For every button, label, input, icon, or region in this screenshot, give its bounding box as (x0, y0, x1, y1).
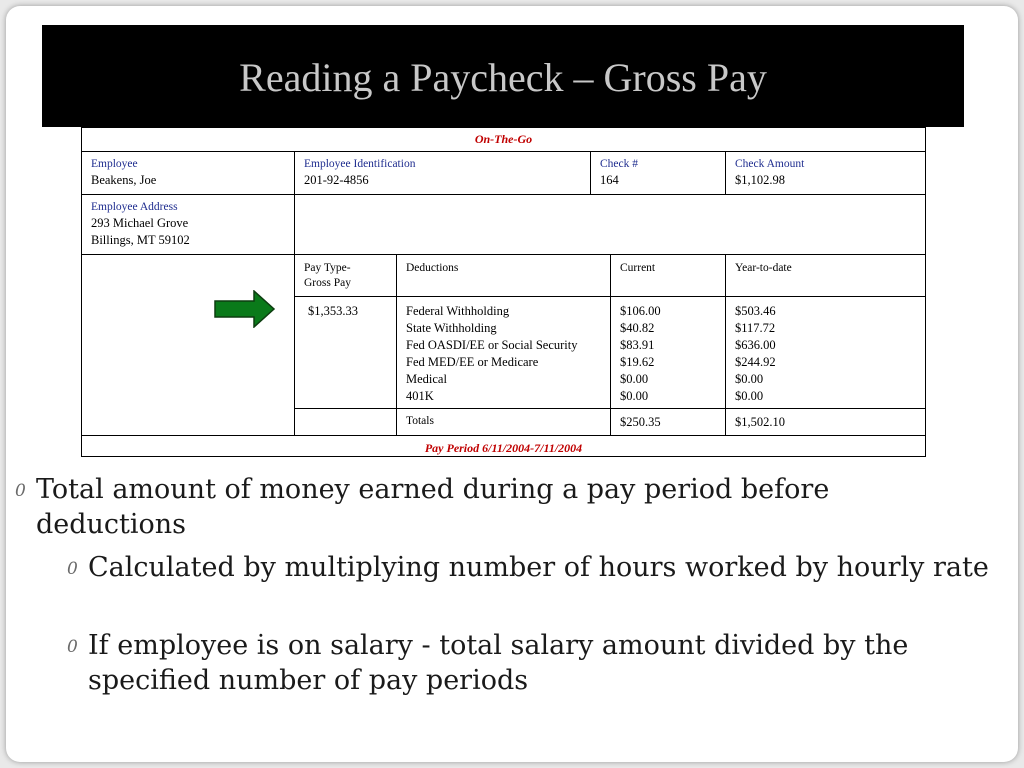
divider (590, 151, 591, 194)
bullet-2: Calculated by multiplying number of hours worked by hourly rate (88, 552, 989, 583)
divider (396, 254, 397, 435)
gross-pay: $1,353.33 (308, 304, 358, 318)
employee-label: Employee (91, 158, 138, 170)
divider (82, 194, 925, 195)
deduction-name: Federal Withholding (406, 304, 510, 318)
employee-id: 201-92-4856 (304, 173, 369, 187)
employee-cell (91, 157, 156, 189)
deduction-name: Medical (406, 372, 447, 386)
divider (82, 435, 925, 436)
deduction-ytd: $503.46 (735, 304, 776, 318)
bullet-3: If employee is on salary - total salary amount divided by the specified number of pay periods (88, 630, 909, 696)
current-header: Current (620, 262, 656, 274)
deduction-current-values (620, 303, 661, 405)
deduction-current: $106.00 (620, 304, 661, 318)
totals-ytd: $1,502.10 (735, 415, 785, 429)
check-number-label: Check # (600, 158, 639, 170)
pay-period: Pay Period 6/11/2004-7/11/2004 (424, 441, 583, 455)
slide (6, 6, 1018, 762)
pay-type-label-2: Gross Pay (304, 277, 351, 289)
employee-name: Beakens, Joe (91, 173, 157, 187)
pay-type-label-1: Pay Type- (304, 262, 351, 274)
right-arrow-icon (214, 290, 276, 328)
deduction-ytd: $244.92 (735, 355, 776, 369)
divider (294, 151, 295, 435)
paycheck-stub (81, 127, 926, 457)
check-number-cell (600, 157, 638, 189)
deductions-header: Deductions (406, 262, 459, 274)
deduction-ytd: $0.00 (735, 389, 764, 403)
divider (82, 151, 925, 152)
totals-label: Totals (406, 415, 434, 427)
check-amount: $1,102.98 (735, 173, 785, 187)
deduction-name: Fed OASDI/EE or Social Security (406, 338, 578, 352)
address-line-1: 293 Michael Grove (91, 216, 189, 230)
bullet-marker: 0 (15, 481, 26, 501)
company-name: On-The-Go (474, 132, 533, 146)
bullet-1: Total amount of money earned during a pay period before deductions (36, 474, 830, 540)
bullet-marker: 0 (67, 559, 78, 579)
slide-title: Reading a Paycheck – Gross Pay (239, 55, 767, 100)
pay-type-header (304, 261, 351, 291)
check-number: 164 (600, 173, 619, 187)
divider (82, 254, 925, 255)
deduction-current: $19.62 (620, 355, 655, 369)
bullet-marker: 0 (67, 637, 78, 657)
ytd-header: Year-to-date (735, 262, 792, 274)
divider (725, 254, 726, 435)
deduction-name: Fed MED/EE or Medicare (406, 355, 539, 369)
address-label: Employee Address (91, 201, 178, 213)
employee-id-cell (304, 157, 415, 189)
address-line-2: Billings, MT 59102 (91, 233, 190, 247)
employee-id-label: Employee Identification (304, 158, 416, 170)
deduction-ytd: $117.72 (735, 321, 776, 335)
deduction-ytd: $0.00 (735, 372, 764, 386)
deduction-name: 401K (406, 389, 434, 403)
deduction-ytd: $636.00 (735, 338, 776, 352)
totals-current: $250.35 (620, 415, 661, 429)
deduction-name: State Withholding (406, 321, 497, 335)
divider (610, 254, 611, 435)
divider (725, 151, 726, 194)
deduction-current: $0.00 (620, 372, 649, 386)
address-cell (91, 200, 190, 249)
check-amount-label: Check Amount (735, 158, 805, 170)
deduction-names (406, 303, 578, 405)
deduction-current: $0.00 (620, 389, 649, 403)
check-amount-cell (735, 157, 804, 189)
deduction-current: $40.82 (620, 321, 655, 335)
deduction-ytd-values (735, 303, 776, 405)
title-bar (42, 25, 964, 127)
deduction-current: $83.91 (620, 338, 655, 352)
